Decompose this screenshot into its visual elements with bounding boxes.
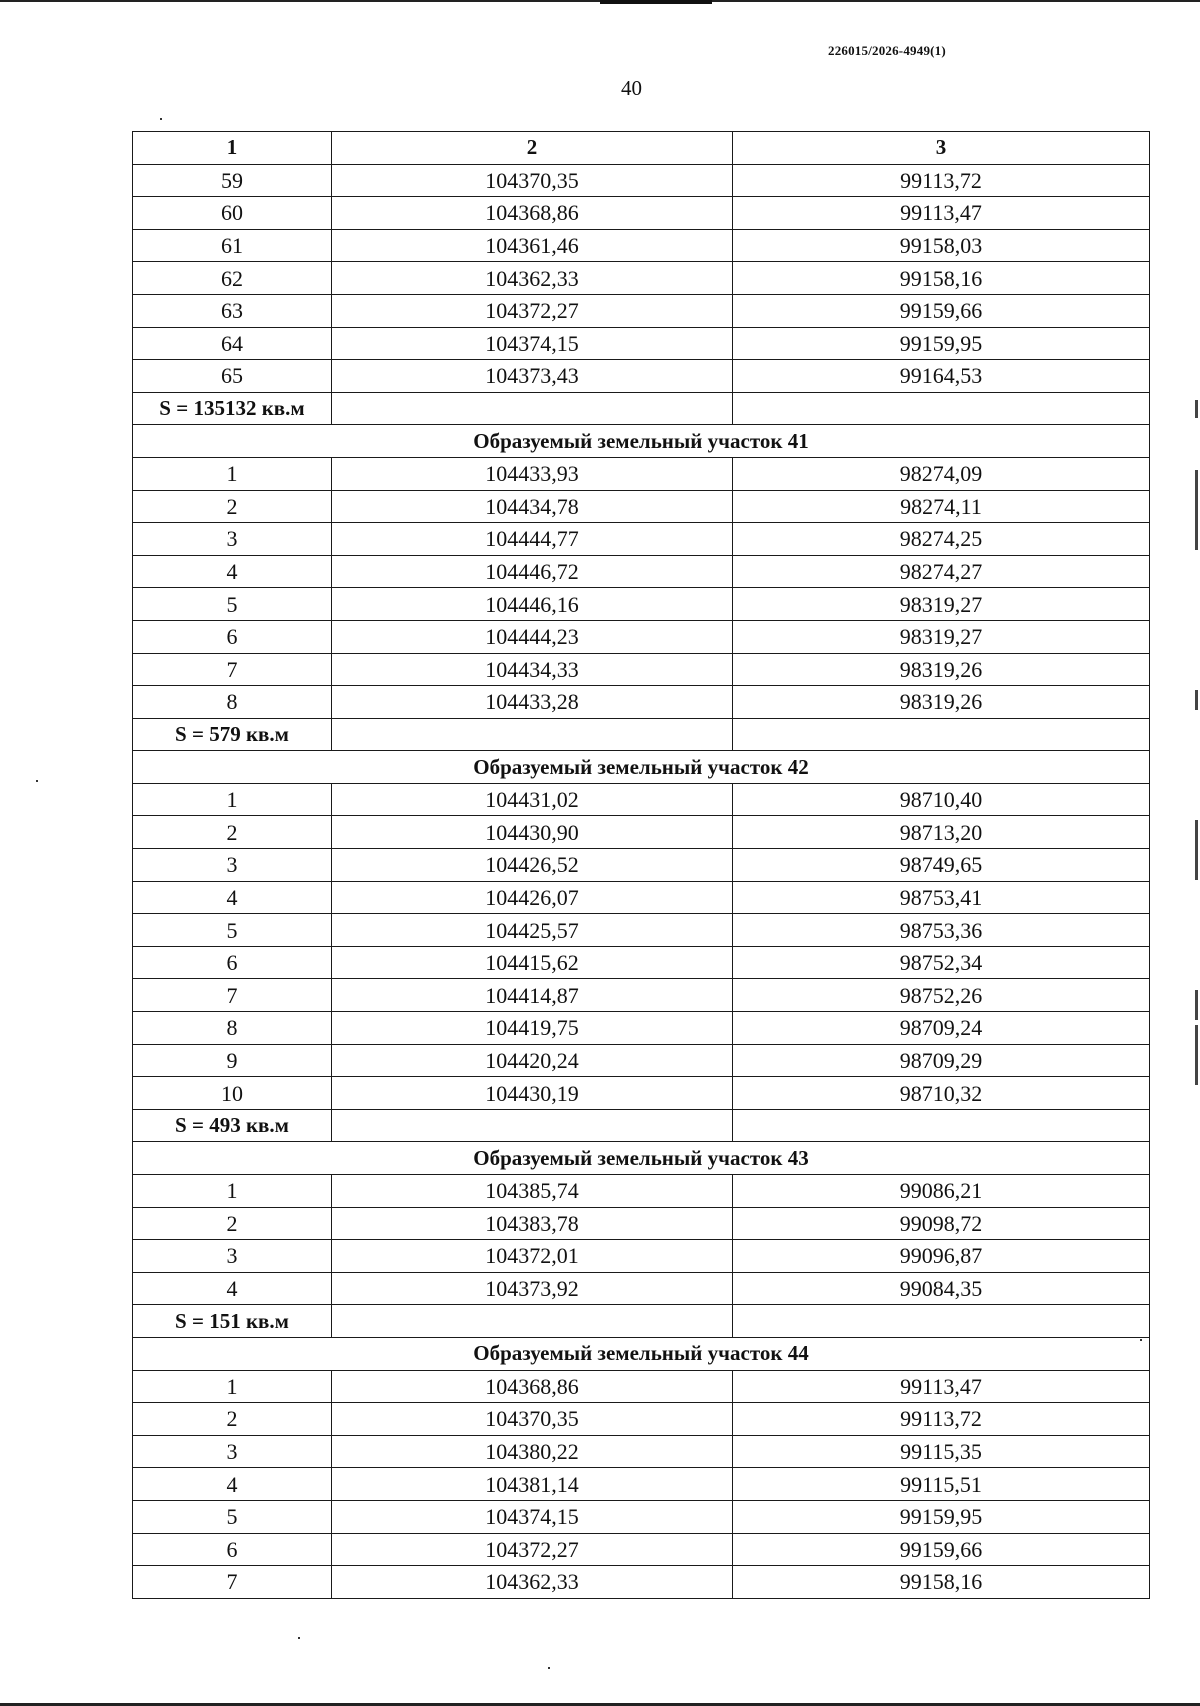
cell-coordinate-y: 98274,09	[733, 457, 1150, 490]
cell-point-number: 6	[133, 1533, 332, 1566]
cell-coordinate-y: 99098,72	[733, 1207, 1150, 1240]
table-row	[133, 849, 1150, 882]
cell-point-number: 63	[133, 294, 332, 327]
cell-coordinate-x: 104362,33	[332, 262, 733, 295]
table-row	[133, 327, 1150, 360]
table-row	[133, 1044, 1150, 1077]
cell-point-number: 64	[133, 327, 332, 360]
table-row	[133, 1012, 1150, 1045]
cell-point-number: 60	[133, 197, 332, 230]
table-row	[133, 783, 1150, 816]
section-heading-row	[133, 751, 1150, 784]
cell-coordinate-x: 104430,19	[332, 1077, 733, 1110]
scan-edge-mark	[1195, 690, 1198, 710]
cell-coordinate-x: 104430,90	[332, 816, 733, 849]
table-row	[133, 881, 1150, 914]
cell-coordinate-x: 104431,02	[332, 783, 733, 816]
cell-coordinate-y: 98274,25	[733, 523, 1150, 556]
cell-point-number: 2	[133, 816, 332, 849]
cell-coordinate-x: 104374,15	[332, 1500, 733, 1533]
cell-coordinate-y: 98709,24	[733, 1012, 1150, 1045]
section-title: Образуемый земельный участок 41	[133, 425, 1150, 458]
cell-coordinate-y: 98753,41	[733, 881, 1150, 914]
section-title: Образуемый земельный участок 44	[133, 1337, 1150, 1370]
table-row	[133, 979, 1150, 1012]
cell-coordinate-x: 104414,87	[332, 979, 733, 1012]
section-heading-row	[133, 425, 1150, 458]
cell-coordinate-y: 98753,36	[733, 914, 1150, 947]
table-row	[133, 229, 1150, 262]
table-row	[133, 360, 1150, 393]
cell-point-number: 8	[133, 686, 332, 719]
cell-coordinate-y: 99084,35	[733, 1272, 1150, 1305]
area-row	[133, 1109, 1150, 1142]
cell-point-number: 5	[133, 588, 332, 621]
cell-coordinate-y: 99115,35	[733, 1435, 1150, 1468]
cell-coordinate-x: 104420,24	[332, 1044, 733, 1077]
cell-coordinate-y: 99159,66	[733, 294, 1150, 327]
cell-coordinate-x: 104373,43	[332, 360, 733, 393]
section-heading-row	[133, 1337, 1150, 1370]
table-row	[133, 164, 1150, 197]
cell-coordinate-x: 104433,28	[332, 686, 733, 719]
cell-coordinate-x: 104446,16	[332, 588, 733, 621]
area-label: S = 579 кв.м	[133, 718, 332, 751]
cell-coordinate-y: 99113,47	[733, 197, 1150, 230]
area-label: S = 135132 кв.м	[133, 392, 332, 425]
cell-coordinate-x: 104380,22	[332, 1435, 733, 1468]
cell-point-number: 5	[133, 914, 332, 947]
cell-coordinate-x: 104446,72	[332, 555, 733, 588]
cell-coordinate-y: 99159,95	[733, 1500, 1150, 1533]
scan-edge-mark	[1195, 820, 1198, 880]
cell-coordinate-y: 99115,51	[733, 1468, 1150, 1501]
table-row	[133, 555, 1150, 588]
table-row	[133, 1500, 1150, 1533]
cell-coordinate-x: 104362,33	[332, 1566, 733, 1599]
cell-point-number: 5	[133, 1500, 332, 1533]
cell-point-number: 3	[133, 849, 332, 882]
cell-coordinate-y: 98752,34	[733, 946, 1150, 979]
area-label: S = 151 кв.м	[133, 1305, 332, 1338]
scan-speck	[298, 1637, 300, 1639]
cell-point-number: 7	[133, 653, 332, 686]
cell-point-number: 1	[133, 783, 332, 816]
cell-point-number: 2	[133, 1207, 332, 1240]
cell-coordinate-y: 99158,03	[733, 229, 1150, 262]
section-title: Образуемый земельный участок 43	[133, 1142, 1150, 1175]
column-header-y: 3	[733, 132, 1150, 165]
column-header-point: 1	[133, 132, 332, 165]
cell-coordinate-x: 104381,14	[332, 1468, 733, 1501]
cell-coordinate-x: 104415,62	[332, 946, 733, 979]
scan-speck	[36, 780, 38, 782]
table-row	[133, 816, 1150, 849]
table-row	[133, 588, 1150, 621]
area-row	[133, 718, 1150, 751]
cell-point-number: 1	[133, 457, 332, 490]
document-number: 226015/2026-4949(1)	[828, 43, 946, 58]
empty-cell	[733, 718, 1150, 751]
cell-coordinate-y: 99158,16	[733, 1566, 1150, 1599]
cell-point-number: 6	[133, 620, 332, 653]
cell-point-number: 1	[133, 1175, 332, 1208]
cell-point-number: 3	[133, 523, 332, 556]
table-row	[133, 914, 1150, 947]
cell-coordinate-x: 104368,86	[332, 1370, 733, 1403]
column-header-x: 2	[332, 132, 733, 165]
cell-coordinate-y: 99159,66	[733, 1533, 1150, 1566]
table-row	[133, 620, 1150, 653]
table-header-row	[133, 132, 1150, 165]
table-row	[133, 262, 1150, 295]
table-row	[133, 946, 1150, 979]
cell-coordinate-x: 104385,74	[332, 1175, 733, 1208]
cell-coordinate-x: 104433,93	[332, 457, 733, 490]
cell-point-number: 61	[133, 229, 332, 262]
cell-coordinate-x: 104383,78	[332, 1207, 733, 1240]
cell-coordinate-x: 104368,86	[332, 197, 733, 230]
cell-coordinate-y: 98710,32	[733, 1077, 1150, 1110]
scan-edge-mark	[1195, 990, 1198, 1020]
cell-point-number: 1	[133, 1370, 332, 1403]
empty-cell	[733, 1109, 1150, 1142]
table-row	[133, 1566, 1150, 1599]
cell-point-number: 3	[133, 1435, 332, 1468]
cell-coordinate-y: 98319,26	[733, 686, 1150, 719]
scan-edge-mark	[1195, 400, 1198, 418]
cell-coordinate-x: 104370,35	[332, 1403, 733, 1436]
table-row	[133, 1435, 1150, 1468]
table-row	[133, 1175, 1150, 1208]
cell-coordinate-y: 98709,29	[733, 1044, 1150, 1077]
cell-coordinate-x: 104426,07	[332, 881, 733, 914]
cell-point-number: 65	[133, 360, 332, 393]
section-title: Образуемый земельный участок 42	[133, 751, 1150, 784]
table-row	[133, 197, 1150, 230]
cell-point-number: 9	[133, 1044, 332, 1077]
area-row	[133, 1305, 1150, 1338]
cell-point-number: 3	[133, 1240, 332, 1273]
cell-coordinate-x: 104425,57	[332, 914, 733, 947]
area-label: S = 493 кв.м	[133, 1109, 332, 1142]
scan-edge-mark	[1195, 1025, 1198, 1085]
table-row	[133, 1370, 1150, 1403]
cell-point-number: 2	[133, 490, 332, 523]
cell-coordinate-x: 104444,23	[332, 620, 733, 653]
cell-point-number: 4	[133, 1272, 332, 1305]
coordinates-table	[132, 131, 1150, 1599]
cell-point-number: 59	[133, 164, 332, 197]
cell-point-number: 4	[133, 881, 332, 914]
table-row	[133, 490, 1150, 523]
empty-cell	[733, 392, 1150, 425]
cell-coordinate-y: 99096,87	[733, 1240, 1150, 1273]
cell-coordinate-y: 99158,16	[733, 262, 1150, 295]
table-row	[133, 457, 1150, 490]
cell-point-number: 2	[133, 1403, 332, 1436]
scan-speck	[548, 1667, 550, 1669]
cell-coordinate-y: 99159,95	[733, 327, 1150, 360]
table-row	[133, 686, 1150, 719]
empty-cell	[332, 1305, 733, 1338]
cell-coordinate-x: 104444,77	[332, 523, 733, 556]
cell-coordinate-y: 99086,21	[733, 1175, 1150, 1208]
table-body	[133, 164, 1150, 1598]
cell-coordinate-y: 99113,72	[733, 1403, 1150, 1436]
cell-coordinate-x: 104434,33	[332, 653, 733, 686]
table-row	[133, 1468, 1150, 1501]
table-row	[133, 1207, 1150, 1240]
scan-speck	[160, 118, 162, 120]
cell-coordinate-y: 98752,26	[733, 979, 1150, 1012]
cell-coordinate-y: 98710,40	[733, 783, 1150, 816]
cell-point-number: 8	[133, 1012, 332, 1045]
cell-point-number: 7	[133, 1566, 332, 1599]
cell-coordinate-y: 98319,27	[733, 588, 1150, 621]
empty-cell	[332, 1109, 733, 1142]
table-row	[133, 1272, 1150, 1305]
table-row	[133, 1077, 1150, 1110]
cell-coordinate-x: 104361,46	[332, 229, 733, 262]
table-row	[133, 653, 1150, 686]
cell-coordinate-y: 98319,27	[733, 620, 1150, 653]
cell-coordinate-y: 98274,27	[733, 555, 1150, 588]
table-row	[133, 1240, 1150, 1273]
cell-coordinate-y: 98749,65	[733, 849, 1150, 882]
cell-point-number: 62	[133, 262, 332, 295]
cell-coordinate-x: 104374,15	[332, 327, 733, 360]
scan-edge-mark	[1195, 470, 1198, 550]
cell-coordinate-x: 104426,52	[332, 849, 733, 882]
cell-coordinate-y: 99113,72	[733, 164, 1150, 197]
cell-coordinate-y: 98274,11	[733, 490, 1150, 523]
cell-coordinate-x: 104419,75	[332, 1012, 733, 1045]
empty-cell	[332, 718, 733, 751]
cell-coordinate-y: 99164,53	[733, 360, 1150, 393]
table-row	[133, 294, 1150, 327]
section-heading-row	[133, 1142, 1150, 1175]
cell-coordinate-x: 104372,27	[332, 1533, 733, 1566]
scan-speck	[1140, 1339, 1142, 1341]
cell-coordinate-x: 104372,27	[332, 294, 733, 327]
table-row	[133, 523, 1150, 556]
table-row	[133, 1403, 1150, 1436]
cell-point-number: 4	[133, 555, 332, 588]
empty-cell	[733, 1305, 1150, 1338]
cell-point-number: 7	[133, 979, 332, 1012]
cell-coordinate-y: 99113,47	[733, 1370, 1150, 1403]
cell-coordinate-x: 104372,01	[332, 1240, 733, 1273]
cell-coordinate-y: 98713,20	[733, 816, 1150, 849]
cell-point-number: 4	[133, 1468, 332, 1501]
cell-point-number: 10	[133, 1077, 332, 1110]
cell-point-number: 6	[133, 946, 332, 979]
cell-coordinate-x: 104434,78	[332, 490, 733, 523]
top-scan-mark	[600, 0, 712, 4]
cell-coordinate-x: 104373,92	[332, 1272, 733, 1305]
area-row	[133, 392, 1150, 425]
cell-coordinate-y: 98319,26	[733, 653, 1150, 686]
empty-cell	[332, 392, 733, 425]
cell-coordinate-x: 104370,35	[332, 164, 733, 197]
table-row	[133, 1533, 1150, 1566]
page-number: 40	[621, 76, 642, 100]
